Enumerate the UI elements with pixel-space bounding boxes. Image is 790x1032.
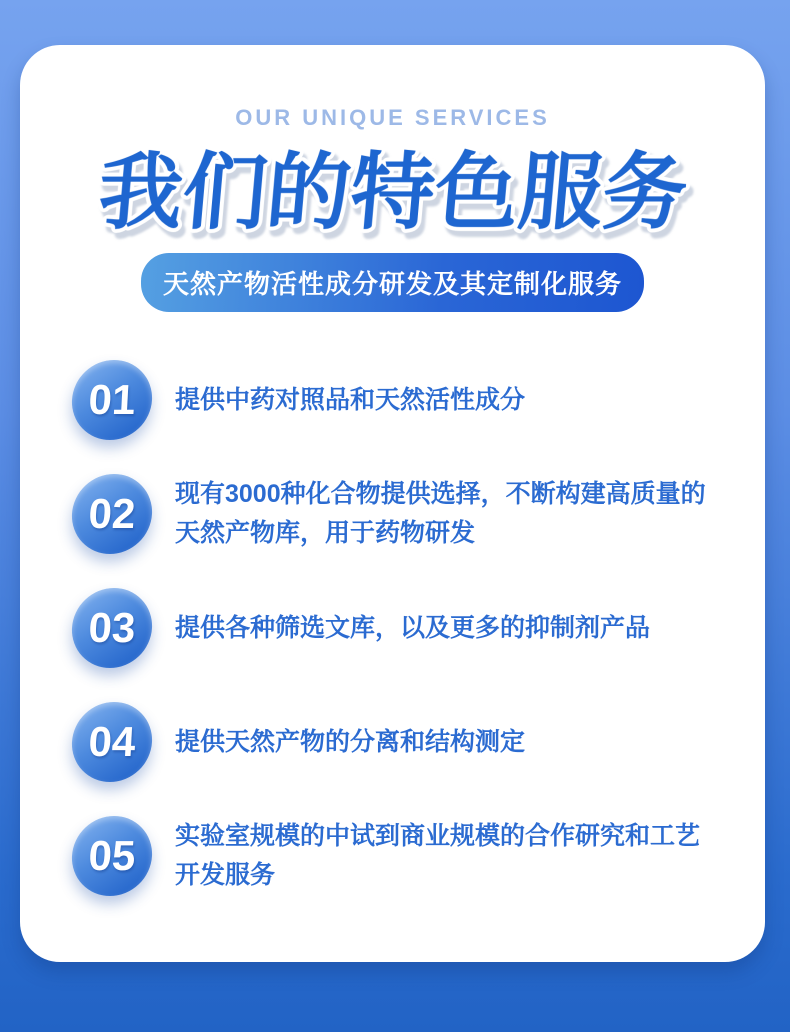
service-text: 实验室规模的中试到商业规模的合作研究和工艺开发服务 [175,822,701,889]
service-number-badge: 02 [70,474,154,554]
service-text: 现有3000种化合物提供选择，不断构建高质量的天然产物库，用于药物研发 [175,480,706,547]
banner-pill: 天然产物活性成分研发及其定制化服务 [141,253,644,312]
service-number-badge: 01 [70,360,154,440]
service-text: 提供中药对照品和天然活性成分 [175,385,526,414]
service-text: 提供各种筛选文库，以及更多的抑制剂产品 [175,613,651,642]
banner-row [20,253,765,312]
service-item [72,360,720,440]
page-title: 我们的特色服务 [94,145,691,239]
page-title-graphic [38,135,748,247]
service-item [72,588,720,668]
service-number-badge: 05 [70,816,154,896]
page-title-wrap [15,135,770,247]
services-card [20,45,765,962]
eyebrow-heading: OUR UNIQUE SERVICES [235,105,550,130]
service-item [72,702,720,782]
service-number-badge: 04 [70,702,154,782]
service-text: 提供天然产物的分离和结构测定 [175,727,526,756]
service-list [72,360,720,896]
service-number-badge: 03 [70,588,154,668]
service-item [72,474,720,554]
service-item [72,816,720,896]
